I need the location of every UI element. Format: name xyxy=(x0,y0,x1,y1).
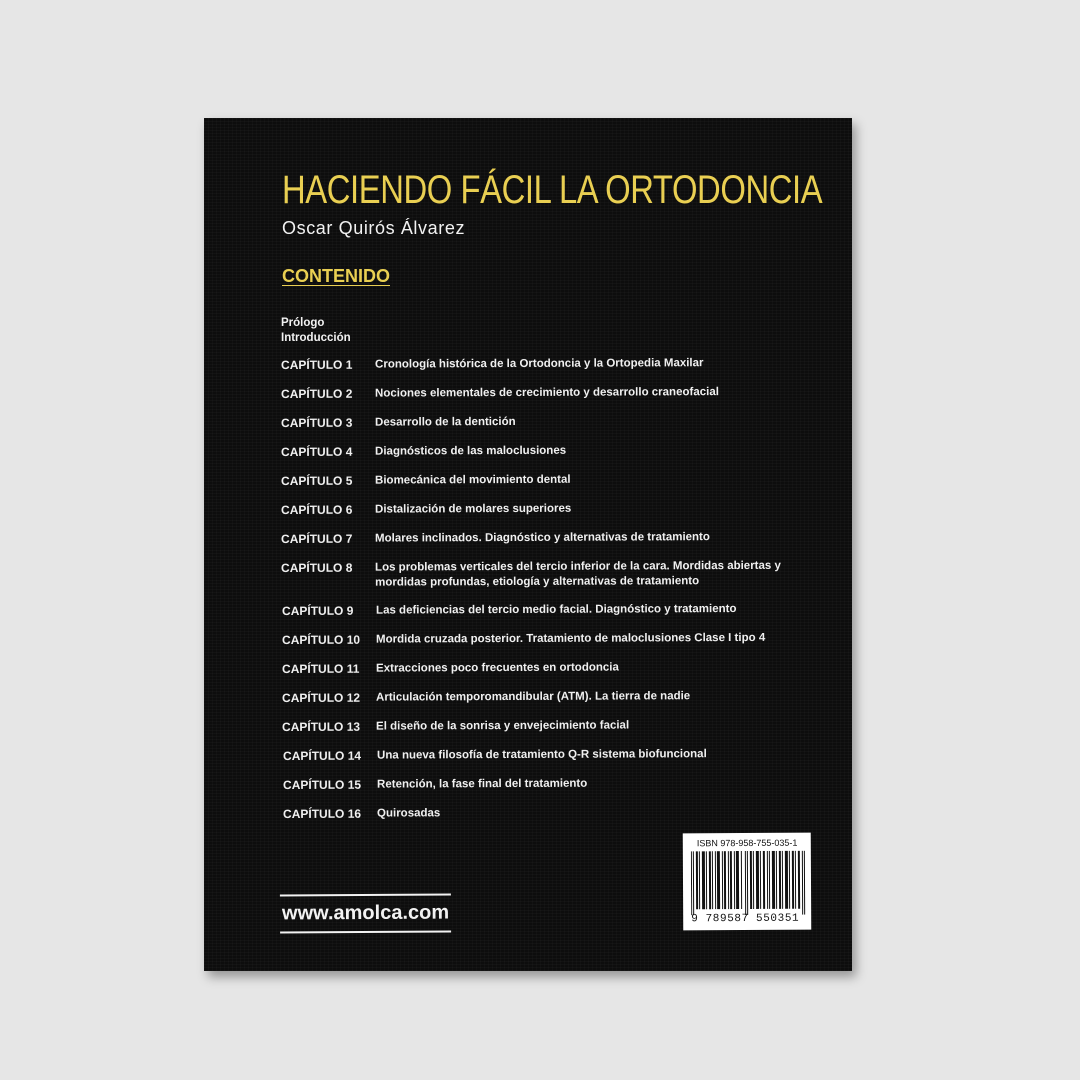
book-back-cover xyxy=(204,118,852,971)
contents-heading: CONTENIDO xyxy=(282,266,390,286)
chapter-title: Cronología histórica de la Ortodoncia y la Ortopedia Maxilar xyxy=(375,357,704,371)
isbn-label: ISBN 978-958-755-035-1 xyxy=(696,837,798,849)
chapter-label: CAPÍTULO 13 xyxy=(282,719,361,734)
chapter-title: Articulación temporomandibular (ATM). La tierra de nadie xyxy=(376,690,691,704)
chapter-label: CAPÍTULO 11 xyxy=(282,661,360,676)
front-matter-item-prologue: Prólogo xyxy=(281,317,325,329)
chapter-title: Mordida cruzada posterior. Tratamiento de maloclusiones Clase I tipo 4 xyxy=(376,631,766,646)
chapter-title: Retención, la fase final del tratamiento xyxy=(377,777,588,791)
chapter-label: CAPÍTULO 2 xyxy=(281,386,353,401)
chapter-label: CAPÍTULO 3 xyxy=(281,415,353,430)
chapter-title: Las deficiencias del tercio medio facial. Diagnóstico y tratamiento xyxy=(376,603,737,617)
chapter-label: CAPÍTULO 8 xyxy=(281,560,353,575)
chapter-title: Diagnósticos de las maloclusiones xyxy=(375,444,567,458)
chapter-title: Extracciones poco frecuentes en ortodoncia xyxy=(376,661,619,675)
chapter-label: CAPÍTULO 12 xyxy=(282,690,361,705)
barcode-panel xyxy=(683,833,812,931)
chapter-title: Los problemas verticales del tercio inferior de la cara. Mordidas abiertas y mordidas profundas, etiología y alternativas de tratamiento xyxy=(375,559,781,589)
chapter-label: CAPÍTULO 5 xyxy=(281,473,353,488)
chapter-label: CAPÍTULO 16 xyxy=(283,806,362,821)
chapter-label: CAPÍTULO 6 xyxy=(281,502,353,517)
chapter-label: CAPÍTULO 9 xyxy=(282,603,354,618)
barcode-number: 9 789587 550351 xyxy=(691,912,800,926)
chapter-label: CAPÍTULO 15 xyxy=(283,777,362,792)
chapter-title: Distalización de molares superiores xyxy=(375,502,572,516)
chapter-title: Desarrollo de la dentición xyxy=(375,415,516,429)
publisher-website: www.amolca.com xyxy=(280,894,451,934)
chapter-label: CAPÍTULO 10 xyxy=(282,632,361,647)
chapter-title: Quirosadas xyxy=(377,807,441,820)
chapter-title: Nociones elementales de crecimiento y desarrollo craneofacial xyxy=(375,386,719,400)
chapter-title: El diseño de la sonrisa y envejecimiento facial xyxy=(376,719,630,733)
front-matter-list xyxy=(281,316,351,346)
chapter-label: CAPÍTULO 4 xyxy=(281,444,353,459)
chapter-label: CAPÍTULO 14 xyxy=(283,748,362,763)
barcode-bars xyxy=(691,851,807,916)
book-title: HACIENDO FÁCIL LA ORTODONCIA xyxy=(282,168,823,212)
chapter-label: CAPÍTULO 1 xyxy=(281,357,353,372)
chapter-title: Biomecánica del movimiento dental xyxy=(375,473,571,487)
book-author: Oscar Quirós Álvarez xyxy=(282,218,466,238)
chapter-title: Molares inclinados. Diagnóstico y alternativas de tratamiento xyxy=(375,531,710,545)
chapter-title: Una nueva filosofía de tratamiento Q-R sistema biofuncional xyxy=(377,748,707,762)
front-matter-item-introduction: Introducción xyxy=(281,332,351,344)
chapter-label: CAPÍTULO 7 xyxy=(281,531,353,546)
